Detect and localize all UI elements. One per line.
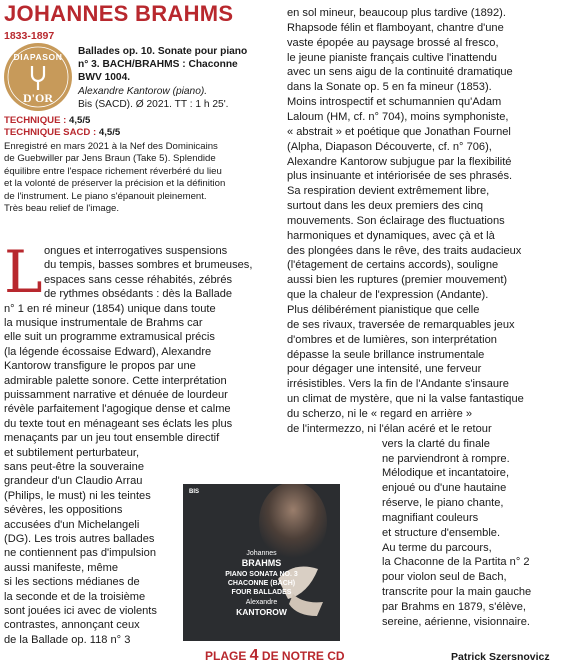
cover-text: BRAHMS	[241, 558, 282, 568]
article-line: et structure d'ensemble.	[382, 526, 501, 539]
composer-dates: 1833-1897	[4, 30, 55, 42]
cover-text: CHACONNE (BACH)	[227, 580, 296, 587]
article-line: Plus délibérément pianistique que celle	[287, 304, 480, 316]
cover-text: PIANO SONATA NO. 3	[225, 571, 298, 578]
album-performer: Alexandre Kantorow (piano).	[78, 85, 208, 97]
article-line: harmoniques et dynamiques, avec çà et là	[287, 229, 495, 242]
article-line: sereine, aérienne, visionnaire.	[382, 615, 531, 628]
article-line: vaste épopée au paysage brossé al fresco,	[287, 36, 499, 49]
article-line: n° 1 en ré mineur (1854) unique dans toute	[4, 302, 216, 315]
article-line: Sa respiration devient extrêmement libre,	[287, 185, 490, 198]
badge-top-text: DIAPASON	[13, 52, 63, 62]
article-line: du tempis, basses sombres et brumeuses,	[44, 259, 253, 272]
article-line: Rhapsode félin et flamboyant, chantre d'une	[287, 21, 504, 34]
article-line: de la Ballade op. 118 n° 3	[4, 633, 131, 646]
article-line: irrésistibles. Vers la fin de l'Andante s'insaure	[287, 378, 509, 391]
article-line: un climat de mystère, que ni la valse fantastique	[287, 393, 524, 406]
technique-sacd-rating	[4, 127, 120, 139]
article-line: (Alpha, Diapason Découverte, cf. n° 706),	[287, 140, 492, 153]
technique-sacd-value: 4,5/5	[98, 127, 121, 138]
article-line: la Chaconne de la Partita n° 2	[382, 556, 530, 569]
cd-track-callout	[205, 647, 345, 665]
cover-text: Johannes	[246, 550, 277, 557]
article-line: sans peut-être la souveraine	[4, 461, 144, 473]
article-line: elle suit un programme extramusical précis	[4, 331, 215, 344]
plage-post: DE NOTRE CD	[258, 649, 345, 663]
article-line: espaces sans cesse réhabités, zébrés	[44, 273, 233, 286]
drop-cap: L	[4, 238, 43, 306]
badge-bottom-text: D'OR	[23, 91, 53, 105]
cover-label-logo: BIS	[189, 489, 200, 495]
article-line: dépasse la seule brillance instrumentale	[287, 348, 485, 361]
article-line: ongues et interrogatives suspensions	[44, 245, 228, 257]
article-line: « abstrait » et poétique que Jonathan Fournel	[287, 125, 511, 138]
article-line: mouvements. Son éclairage des fluctuations	[287, 214, 505, 227]
article-line: dans la Sonate op. 5 en fa mineur (1853).	[287, 81, 492, 94]
article-line: contrastes, annonçant ceux	[4, 619, 140, 632]
article-line: (l'étagement de certains accords), souligne	[287, 259, 499, 272]
article-line: de ses rivaux, traversée de remarquables jeux	[287, 318, 515, 331]
article-line: ne parviendront à rompre.	[382, 452, 510, 465]
cover-text: FOUR BALLADES	[231, 589, 292, 596]
article-line: en sol mineur, beaucoup plus tardive (1892).	[287, 7, 506, 19]
article-line: (Philips, le must) ni les teintes	[4, 489, 151, 502]
article-line: accusées d'un Michelangeli	[4, 518, 140, 531]
article-line: aussi bien les ruptures (premier mouvement)	[287, 274, 508, 287]
article-line: Kantorow transfigure le propos par une	[4, 360, 196, 373]
article-line: Mélodique et incantatoire,	[382, 467, 510, 480]
article-line: révèle parfaitement l'agogique dense et calme	[4, 403, 231, 416]
article-line: de l'intermezzo, ni l'élan acéré et le retour	[287, 422, 492, 435]
article-line: Laloum (HM, cf. n° 704), moins symphoniste,	[287, 110, 509, 123]
article-line: que la chaleur de l'expression (Andante).	[287, 289, 489, 302]
article-line: plus insinuante et intériorisée de ses phrasés.	[287, 170, 513, 183]
plage-pre: PLAGE	[205, 649, 250, 663]
article-line: du texte tout en ménageant ses éclats les plus	[4, 417, 233, 430]
article-line: sont jouées ici avec de violents	[4, 605, 157, 617]
article-line: pour violon seul de Bach,	[382, 571, 507, 584]
cover-text: Alexandre	[245, 599, 278, 606]
technique-rating	[4, 115, 120, 127]
technique-label: TECHNIQUE :	[4, 115, 70, 126]
article-line: (DG). Les trois autres ballades	[4, 533, 155, 545]
album-title-line: BWV 1004.	[78, 72, 131, 84]
article-line: (la légende écossaise Edward), Alexandre	[4, 345, 212, 358]
article-line: la musique instrumentale de Brahms car	[4, 317, 203, 329]
technique-ratings	[4, 115, 120, 139]
critic-name: Patrick Szersnovicz	[451, 651, 550, 663]
article-line: de rythmes obsédants : dès la Ballade	[44, 288, 233, 301]
article-line: par Brahms en 1879, s'élève,	[382, 601, 526, 613]
article-line: sévères, les oppositions	[4, 504, 123, 517]
article-line: menaçants par un jeu tout ensemble directif	[4, 432, 220, 445]
plage-number: 4	[249, 647, 259, 664]
article-line: grandeur d'un Claudio Arrau	[4, 475, 143, 488]
article-line: vers la clarté du finale	[382, 437, 490, 450]
article-line: ne contiennent pas d'impulsion	[4, 547, 156, 560]
article-line: d'ombres et de lumières, son interprétation	[287, 333, 497, 346]
article-line: transcrite pour la main gauche	[382, 586, 532, 599]
article-line: le jeune pianiste français cultive l'inattendu	[287, 51, 497, 64]
article-line: Moins introspectif et schumannien qu'Adam	[287, 96, 502, 109]
technique-sacd-label: TECHNIQUE SACD :	[4, 127, 99, 138]
article-line: réserve, le piano chante,	[382, 497, 504, 510]
recording-note: Enregistré en mars 2021 à la Nef des Dominicains de Guebwiller par Jens Braun (Take 5). Splendide équilibre entre l'espace richement réverbéré du lieu et la volonté de préserver la précision et la définition de l'instrument. Le piano s'épanouit pleinement. Très beau relief de l'image.	[4, 141, 226, 215]
article-line: enjoué ou d'une hautaine	[382, 482, 507, 495]
article-line: la seconde et de la troisième	[4, 590, 146, 603]
album-cover	[183, 484, 340, 641]
article-line: du scherzo, ni le « regard en arrière »	[287, 407, 472, 420]
article-line: admirable palette sonore. Cette interprétation	[4, 374, 227, 387]
album-title-line: Ballades op. 10. Sonate pour piano	[78, 46, 248, 57]
article-line: Au terme du parcours,	[382, 541, 492, 554]
article-line: si les sections médianes de	[4, 576, 140, 589]
article-line: des plongées dans le rêve, des traits audacieux	[287, 244, 522, 257]
article-line: et subtilement perturbateur,	[4, 446, 140, 459]
album-label: Bis (SACD). Ø 2021. TT : 1 h 25'.	[78, 98, 229, 110]
article-line: magnifiant couleurs	[382, 511, 479, 524]
article-line: pour dégager une intensité, une ferveur	[287, 363, 482, 376]
cover-text: KANTOROW	[236, 607, 287, 617]
article-line: Alexandre Kantorow subjugue par la flexibilité	[287, 155, 512, 168]
composer-name: JOHANNES BRAHMS	[4, 1, 234, 26]
article-line: puissamment narrative et dénuée de lourdeur	[4, 389, 228, 401]
technique-value: 4,5/5	[69, 115, 91, 126]
article-line: aussi manifeste, même	[4, 561, 119, 574]
article-line: surtout dans les deux premiers des cinq	[287, 200, 484, 213]
article-line: avec un sens aigu de la continuité dramatique	[287, 66, 513, 79]
diapason-dor-badge-icon	[3, 42, 73, 112]
album-title-line: n° 3. BACH/BRAHMS : Chaconne	[78, 59, 238, 71]
album-header	[78, 45, 270, 111]
